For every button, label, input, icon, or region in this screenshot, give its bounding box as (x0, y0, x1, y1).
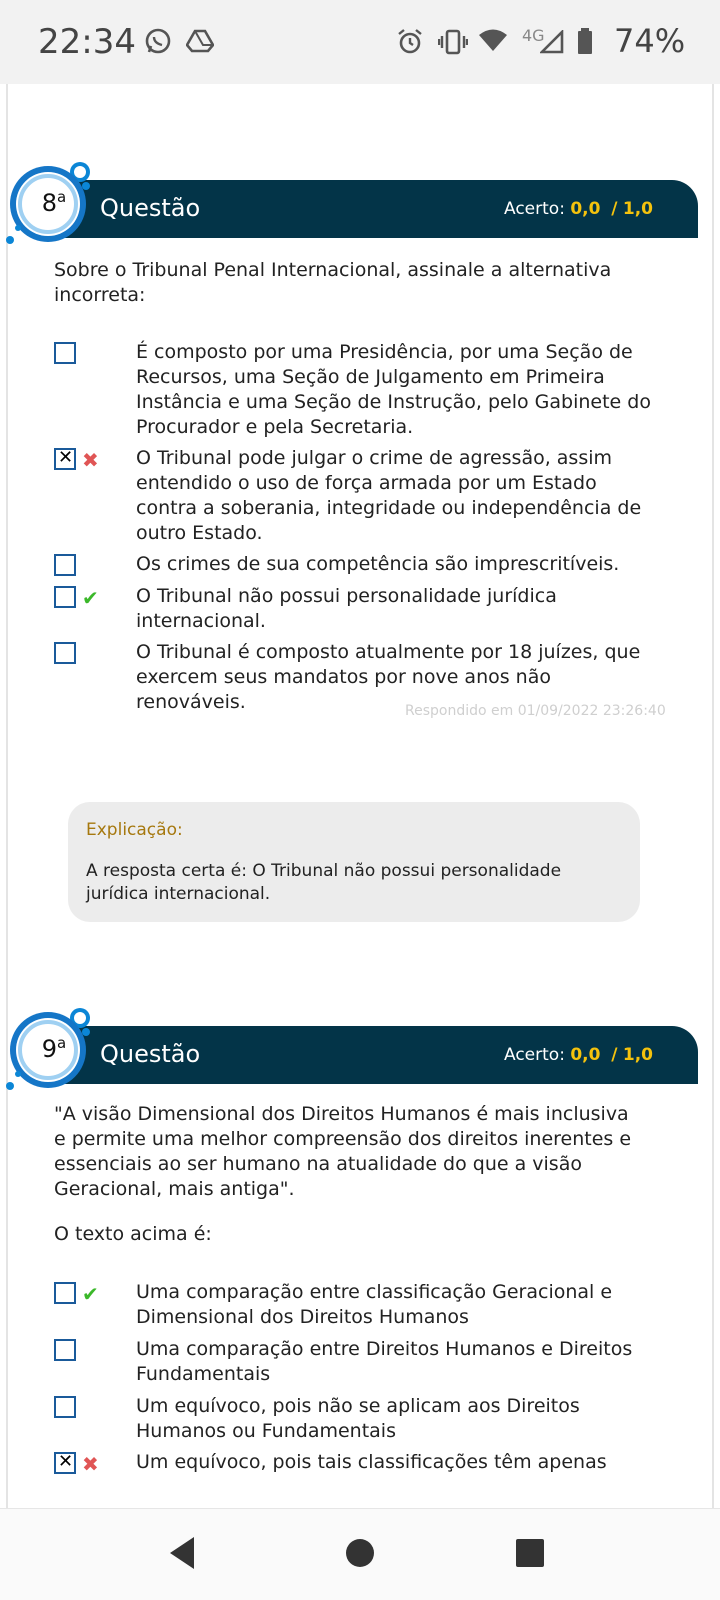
answer-checkbox[interactable] (54, 642, 76, 664)
question-stem: Sobre o Tribunal Penal Internacional, assinale a alternativa incorreta: (54, 259, 612, 306)
wifi-icon (478, 28, 508, 52)
answer-option-text: O Tribunal não possui personalidade jurídica internacional. (136, 585, 557, 632)
answer-option-text: É composto por uma Presidência, por uma Seção de Recursos, uma Seção de Julgamento em Primeira Instância e uma Seção de Instrução, pelo Gabinete do Procurador e pela Secretaria. (136, 341, 651, 438)
question-8-header (10, 162, 698, 252)
recents-icon[interactable] (508, 1531, 552, 1575)
signal-icon (540, 30, 564, 54)
whatsapp-icon (144, 27, 172, 55)
content-right-border (712, 84, 714, 1508)
status-bar (0, 0, 720, 84)
quiz-content[interactable] (0, 84, 720, 1508)
answer-option-text: Uma comparação entre Direitos Humanos e Direitos Fundamentais (136, 1338, 633, 1385)
correct-mark-icon: ✔ (82, 586, 99, 610)
answer-checkbox[interactable] (54, 586, 76, 608)
answer-option-text: Uma comparação entre classificação Geracional e Dimensional dos Direitos Humanos (136, 1281, 613, 1328)
answered-timestamp: Respondido em 01/09/2022 23:26:40 (405, 703, 666, 719)
answer-checkbox[interactable] (54, 1396, 76, 1418)
question-9-header (10, 1008, 698, 1098)
back-icon[interactable] (162, 1531, 206, 1575)
status-time: 22:34 (38, 22, 136, 62)
alarm-icon (396, 28, 424, 56)
explanation-title: Explicação: (86, 820, 183, 840)
question-label: Questão (100, 194, 201, 222)
battery-percent: 74% (614, 22, 686, 60)
wrong-mark-icon: ✖ (82, 448, 99, 472)
question-score: Acerto: 0,0 / 1,0 (504, 199, 654, 219)
explanation-box (68, 802, 640, 922)
answer-checkbox[interactable] (54, 342, 76, 364)
home-icon[interactable] (338, 1531, 382, 1575)
answer-checkbox[interactable] (54, 554, 76, 576)
answer-option-text: O Tribunal é composto atualmente por 18 juízes, que exercem seus mandatos por nove anos não renováveis. (136, 641, 641, 713)
question-label: Questão (100, 1040, 201, 1068)
answer-option-text: Os crimes de sua competência são imprescritíveis. (136, 553, 620, 575)
answer-option-text: Um equívoco, pois não se aplicam aos Direitos Humanos ou Fundamentais (136, 1395, 580, 1442)
answer-checkbox[interactable] (54, 1282, 76, 1304)
answer-option-text: O Tribunal pode julgar o crime de agressão, assim entendido o uso de força armada por um Estado contra a soberania, integridade ou independência de outro Estado. (136, 447, 642, 544)
vibrate-icon (438, 28, 468, 56)
question-stem-prompt: O texto acima é: (54, 1223, 212, 1245)
battery-icon (576, 27, 594, 55)
network-type: 4G (522, 26, 545, 45)
drive-icon (186, 29, 214, 53)
question-number: 8$^a$ (41, 188, 67, 217)
navigation-bar (0, 1508, 720, 1600)
wrong-mark-icon: ✖ (82, 1452, 99, 1476)
question-stem: "A visão Dimensional dos Direitos Humanos é mais inclusiva e permite uma melhor compreensão dos direitos inerentes e essenciais ao ser humano na atualidade do que a visão Geracional, mais antiga". (54, 1103, 632, 1200)
answer-checkbox[interactable] (54, 1339, 76, 1361)
question-number: 9$^a$ (41, 1034, 67, 1063)
explanation-text: A resposta certa é: O Tribunal não possui personalidade jurídica internacional. (86, 861, 562, 904)
answer-checkbox-checked[interactable] (54, 448, 76, 470)
answer-option-text: Um equívoco, pois tais classificações têm apenas (136, 1451, 607, 1473)
answer-checkbox-checked[interactable] (54, 1452, 76, 1474)
content-left-border (6, 84, 8, 1508)
correct-mark-icon: ✔ (82, 1282, 99, 1306)
question-score: Acerto: 0,0 / 1,0 (504, 1045, 654, 1065)
